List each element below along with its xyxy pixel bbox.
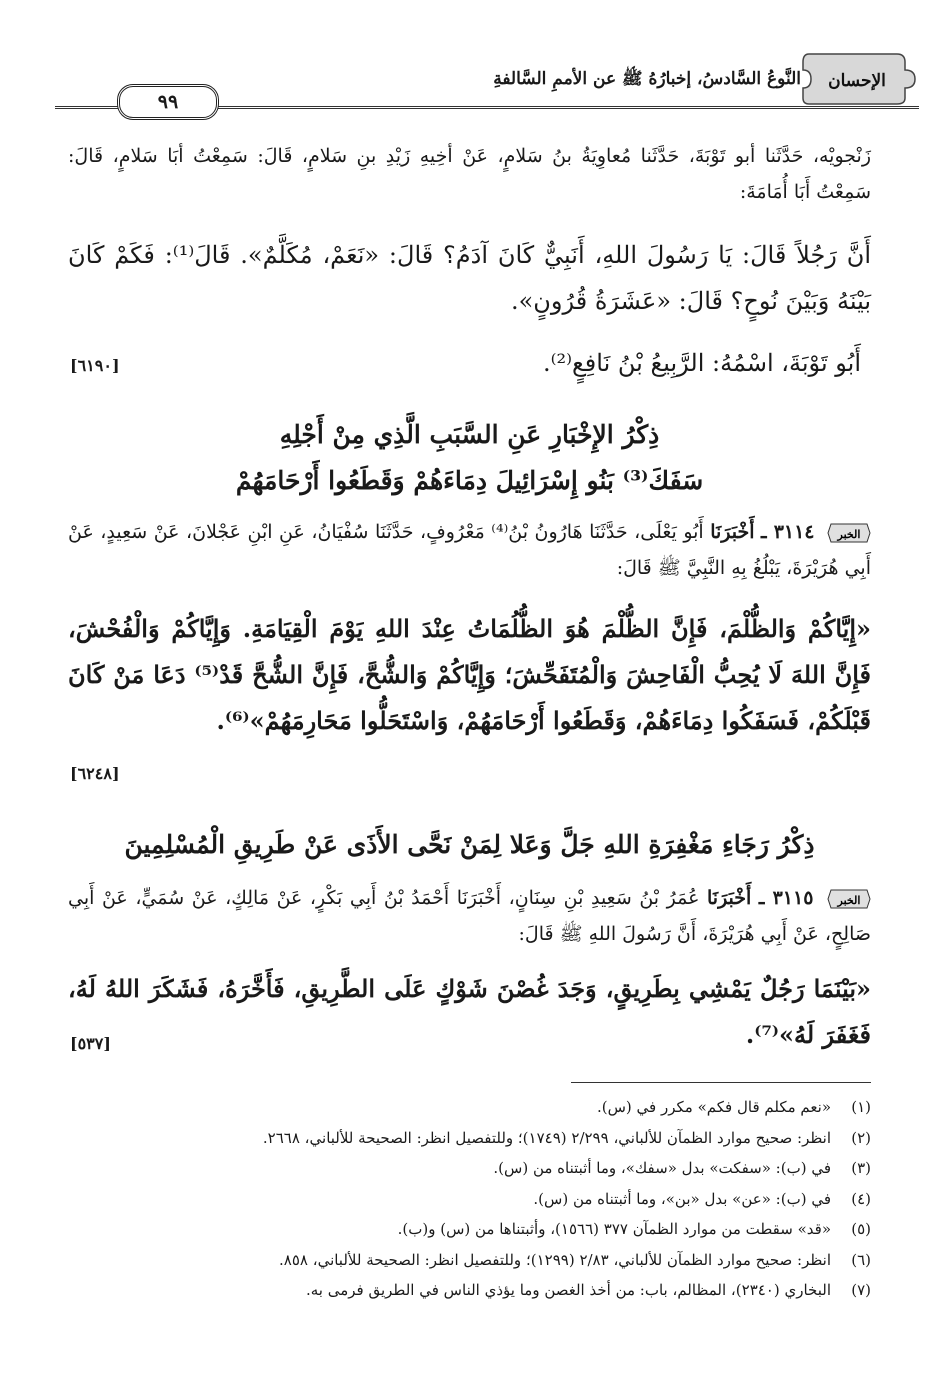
page-number: ٩٩ (117, 84, 219, 120)
puzzle-badge-icon (801, 48, 919, 110)
running-title: النَّوعُ السَّادسُ، إخبارُهُ ﷺ عن الأممِ السَّالفةِ (493, 69, 801, 89)
svg-text:الخبر: الخبر (837, 528, 861, 541)
hadith-ref-6248: [٦٢٤٨] (70, 764, 120, 783)
footnote-4: (٤) في (ب): «عن» بدل «بن»، وما أثبتناه من (س). (533, 1189, 871, 1208)
footnote-1: (١) «نعم مكلم قال فكم» مكرر في (س). (597, 1098, 871, 1116)
khabar-marker-icon (827, 522, 871, 544)
hadith-text-adam: أَنَّ رَجُلاً قَالَ: يَا رَسُولَ اللهِ، أَنَبِيٌّ كَانَ آدَمُ؟ قَالَ: «نَعَمْ، مُكَلَّمٌ». قَالَ⁽¹⁾: فَكَمْ كَانَ بَيْنَهُ وَبَيْنَ نُوحٍ؟ قَالَ: «عَشَرَةُ قُرُونٍ». (68, 241, 871, 315)
page-header (55, 48, 919, 134)
khabar-marker-icon (827, 888, 871, 910)
footnote-5: (٥) «قد» سقطت من موارد الظمآن ٣٧٧ (١٥٦٦)، وأثبتناها من (س) و(ب). (397, 1220, 871, 1238)
svg-text:الخبر: الخبر (837, 894, 861, 907)
isnad-text-3115: عُمَرُ بْنُ سَعِيدِ بْنِ سِنَانٍ، أَخْبَرَنَا أَحْمَدُ بْنُ أَبِي بَكْرٍ، عَنْ مَالِكٍ، عَنْ سُمَيٍّ، عَنْ أَبِي صَالِحٍ، عَنْ أَبِي هُرَيْرَةَ، أَنَّ رَسُولَ اللهِ ﷺ قَالَ: (68, 887, 871, 945)
footnote-separator (571, 1082, 871, 1083)
hadith-3114-matn: «إِيَّاكُمْ وَالظُّلْمَ، فَإِنَّ الظُّلْمَ هُوَ الظُّلُمَاتُ عِنْدَ اللهِ يَوْمَ الْقِيَامَةِ. وَإِيَّاكُمْ وَالْفُحْشَ، فَإِنَّ اللهَ لَا يُحِبُّ الْفَاحِشَ وَالْمُتَفَحِّشَ؛ وَإِيَّاكُمْ وَالشُّحَّ، فَإِنَّ الشُّحَّ قَدْ⁽⁵⁾ دَعَا مَنْ كَانَ قَبْلَكُمْ، فَسَفَكُوا دِمَاءَهُمْ، وَقَطَعُوا أَرْحَامَهُمْ، وَاسْتَحَلُّوا مَحَارِمَهُمْ»⁽⁶⁾. (68, 614, 871, 735)
footnote-2: (٢) انظر: صحيح موارد الظمآن للألباني، ٢/٢٩٩ (١٧٤٩)؛ وللتفصيل انظر: الصحيحة للألباني، ٢٦٦٨. (262, 1128, 871, 1147)
akhbarana-3115: أَخْبَرَنَا (707, 887, 752, 909)
chapter-heading-1-line-1: ذِكْرُ الإِخْبَارِ عَنِ السَّبَبِ الَّذِي مِنْ أَجْلِهِ (279, 420, 660, 449)
footnote-3: (٣) في (ب): «سفكت» بدل «سفك»، وما أثبتناه من (س). (493, 1159, 871, 1177)
hadith-ref-537: [٥٣٧] (70, 1034, 111, 1053)
footnotes (68, 1092, 871, 1306)
svg-text:الإحسان: الإحسان (828, 71, 886, 91)
hadith-3115-isnad (68, 880, 871, 952)
hadith-ref-6190: [٦١٩٠] (70, 356, 120, 375)
hadith-number-3115: ٣١١٥ ـ (758, 887, 814, 909)
chapter-heading-1-line-2: سَفَكَ⁽³⁾ بَنُو إِسْرَائِيلَ دِمَاءَهُمْ وَقَطَعُوا أَرْحَامَهُمْ (235, 466, 704, 495)
isnad-continuation: زَنْجويْه، حَدَّثَنا أبو تَوْبَةَ، حَدَّثَنا مُعاوِيَةُ بنُ سَلامٍ، عَنْ أخِيهِ زَيْدِ بنِ سَلامٍ، قَالَ: سَمِعْتُ أبَا سَلامٍ، قَالَ: سَمِعْتُ أَبَا أُمَامَةَ: (68, 145, 871, 203)
footnote-6: (٦) انظر: صحيح موارد الظمآن للألباني، ٢/٨٣ (١٢٩٩)؛ وللتفصيل انظر: الصحيحة للألباني، ٨٥٨. (279, 1250, 871, 1269)
isnad-text-3114: أَبُو يَعْلَى، حَدَّثَنَا هَارُونُ بْنُ⁽⁴⁾ مَعْرُوفٍ، حَدَّثَنَا سُفْيَانُ، عَنِ ابْنِ عَجْلانَ، عَنْ سَعِيدٍ، عَنْ أَبِي هُرَيْرَةَ، يَبْلُغُ بِهِ النَّبِيَّ ﷺ قَالَ: (68, 521, 871, 579)
footnote-7: (٧) البخاري (٢٣٤٠)، المظالم، باب: من أخذ الغصن وما يؤذي الناس في الطريق فرمى به. (305, 1281, 871, 1299)
hadith-3115-matn: «بَيْنَمَا رَجُلٌ يَمْشِي بِطَرِيقٍ، وَجَدَ غُصْنَ شَوْكٍ عَلَى الطَّرِيقِ، فَأَخَّرَهُ، فَشَكَرَ اللهُ لَهُ، فَغَفَرَ لَهُ»⁽⁷⁾. (68, 974, 871, 1049)
akhbarana-3114: أَخْبَرَنَا (710, 521, 755, 543)
chapter-heading-2: ذِكْرُ رَجَاءِ مَغْفِرَةِ اللهِ جَلَّ وَعَلا لِمَنْ نَحَّى الأَذَى عَنْ طَرِيقِ الْمُسْلِمِينَ (124, 830, 815, 859)
narrator-note: أَبُو تَوْبَةَ، اسْمُهُ: الرَّبِيعُ بْنُ نَافِعٍ⁽²⁾. (542, 349, 861, 377)
hadith-number-3114: ٣١١٤ ـ (761, 521, 815, 543)
hadith-3114-isnad (68, 514, 871, 586)
